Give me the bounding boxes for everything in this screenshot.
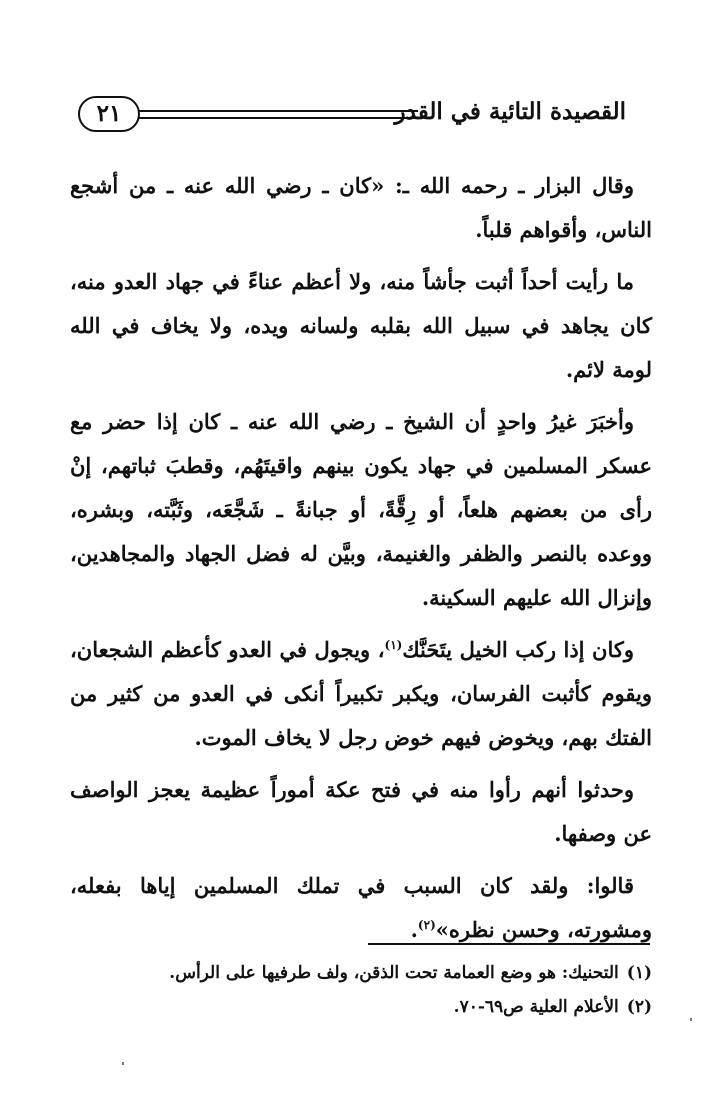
footnote-text: التحنيك: هو وضع العمامة تحت الذقن، ولف طرفيها على الرأس. bbox=[169, 963, 619, 983]
page-number-badge: ٢١ bbox=[78, 96, 140, 132]
paragraph bbox=[70, 260, 652, 392]
paragraph-text: وكان إذا ركب الخيل يتَحَنَّك bbox=[402, 637, 634, 662]
paragraph bbox=[70, 164, 652, 252]
header-rule bbox=[138, 117, 418, 119]
footnote-reference[interactable]: (٢) bbox=[417, 918, 436, 932]
paragraph-text: ما رأيت أحداً أثبت جأشاً منه، ولا أعظم عناءً في جهاد العدو منه، كان يجاهد في سبيل الله بقلبه ولسانه ويده، ولا يخاف في الله لومة لائم. bbox=[70, 269, 652, 382]
footnotes bbox=[70, 956, 652, 1024]
paragraph-text: ، ويجول في العدو كأعظم الشجعان، ويقوم كأثبت الفرسان، ويكبر تكبيراً أنكى في العدو من كثير من الفتك بهم، ويخوض فيهم خوض رجل لا يخاف الموت. bbox=[70, 637, 652, 750]
footnote-separator bbox=[368, 943, 650, 945]
footnote-item bbox=[70, 956, 652, 990]
footnote-number: (٢) bbox=[626, 997, 652, 1017]
paragraph-text: وأخبَرَ غيرُ واحدٍ أن الشيخ ـ رضي الله عنه ـ كان إذا حضر مع عسكر المسلمين في جهاد يكون بينهم واقيتَهُم، وقطبَ ثباتهم، إنْ رأى من بعضهم هلعاً، أو رِقَّةً، أو جبانةً ـ شَجَّعَه، وثَبَّته، وبشره، ووعده بالنصر والظفر والغنيمة، وبيَّن له فضل الجهاد والمجاهدين، وإنزال الله عليهم السكينة. bbox=[70, 409, 652, 610]
footnote-text: الأعلام العلية ص٦٩-٧٠. bbox=[453, 997, 619, 1017]
footnote-number: (١) bbox=[626, 963, 652, 983]
paragraph-text: وقال البزار ـ رحمه الله ـ: «كان ـ رضي الله عنه ـ من أشجع الناس، وأقواهم قلباً. bbox=[70, 173, 652, 242]
paragraph-text: وحدثوا أنهم رأوا منه في فتح عكة أموراً عظيمة يعجز الواصف عن وصفها. bbox=[70, 777, 652, 846]
scan-speck bbox=[122, 1062, 124, 1065]
paragraph bbox=[70, 400, 652, 620]
paragraph bbox=[70, 628, 652, 760]
paragraph bbox=[70, 768, 652, 856]
header-rule bbox=[138, 110, 418, 112]
page-header bbox=[78, 92, 626, 138]
paragraph-text: . bbox=[410, 917, 418, 942]
main-text bbox=[70, 164, 652, 960]
footnote-reference[interactable]: (١) bbox=[384, 638, 403, 652]
paragraph bbox=[70, 864, 652, 952]
running-title: القصيدة التائية في القدر bbox=[394, 98, 626, 125]
footnote-item bbox=[70, 990, 652, 1024]
paragraph-text: قالوا: ولقد كان السبب في تملك المسلمين إياها بفعله، ومشورته، وحسن نظره» bbox=[70, 873, 652, 942]
scan-speck bbox=[690, 1018, 692, 1021]
